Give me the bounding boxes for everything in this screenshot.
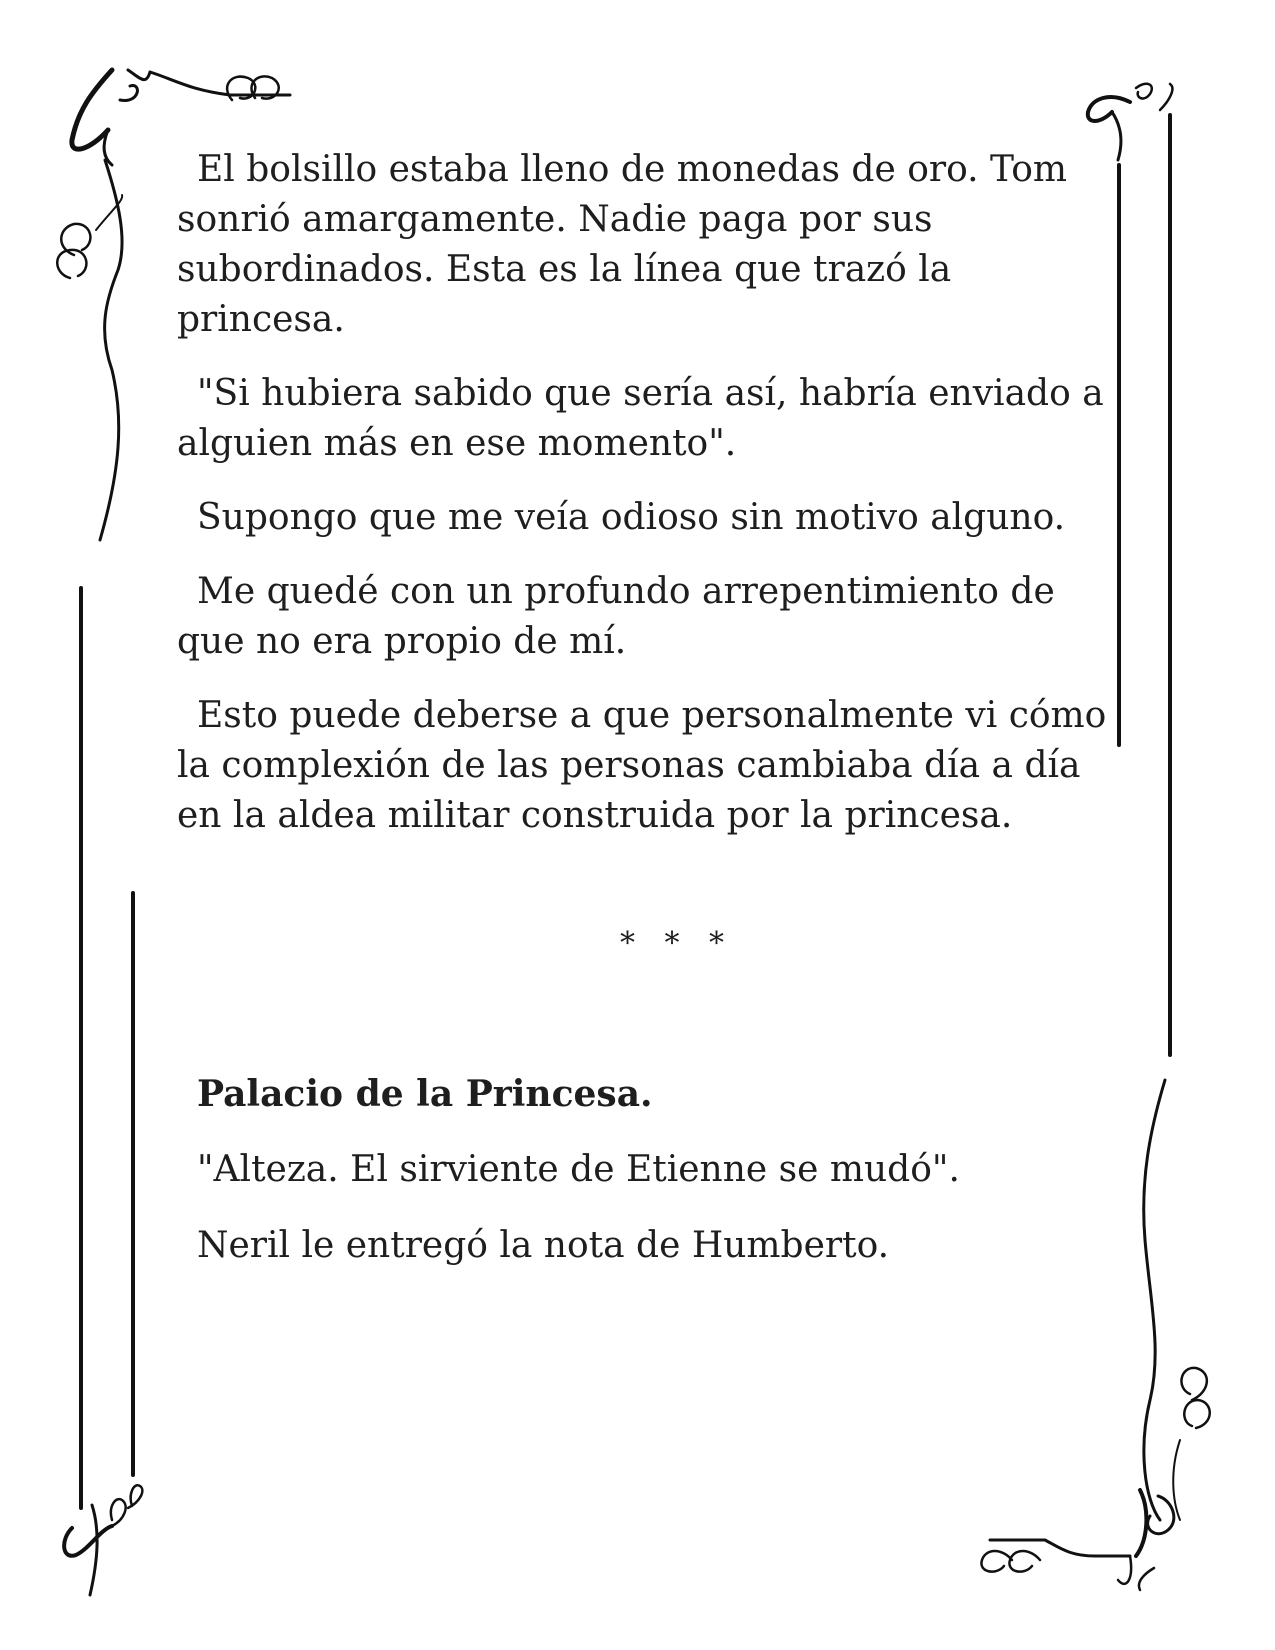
flourish-bottom-left [64, 1526, 112, 1556]
paragraph: "Si hubiera sabido que sería así, habría enviado a alguien más en ese momento". [177, 373, 1104, 464]
paragraph: "Alteza. El sirviente de Etienne se mudó". [197, 1149, 960, 1190]
paragraph: Esto puede deberse a que personalmente vi cómo la complexión de las personas cambiaba día a día en la aldea militar construida por la princesa. [177, 695, 1107, 836]
flourish-top-right [1088, 97, 1130, 121]
text-body [177, 145, 1107, 1297]
flourish-right-lower [1144, 1080, 1165, 1520]
flourish-bottom-right [990, 1540, 1130, 1556]
paragraph: Supongo que me veía odioso sin motivo alguno. [197, 497, 1066, 538]
paragraph: Me quedé con un profundo arrepentimiento de que no era propio de mí. [177, 571, 1055, 662]
paragraph: Neril le entregó la nota de Humberto. [197, 1225, 890, 1266]
scene-separator: * * * [619, 926, 735, 961]
scene-heading: Palacio de la Princesa. [197, 1073, 653, 1115]
paragraph: El bolsillo estaba lleno de monedas de oro. Tom sonrió amargamente. Nadie paga por sus subordinados. Esta es la línea que trazó la princesa. [177, 149, 1068, 340]
flourish-top-left [150, 72, 290, 95]
